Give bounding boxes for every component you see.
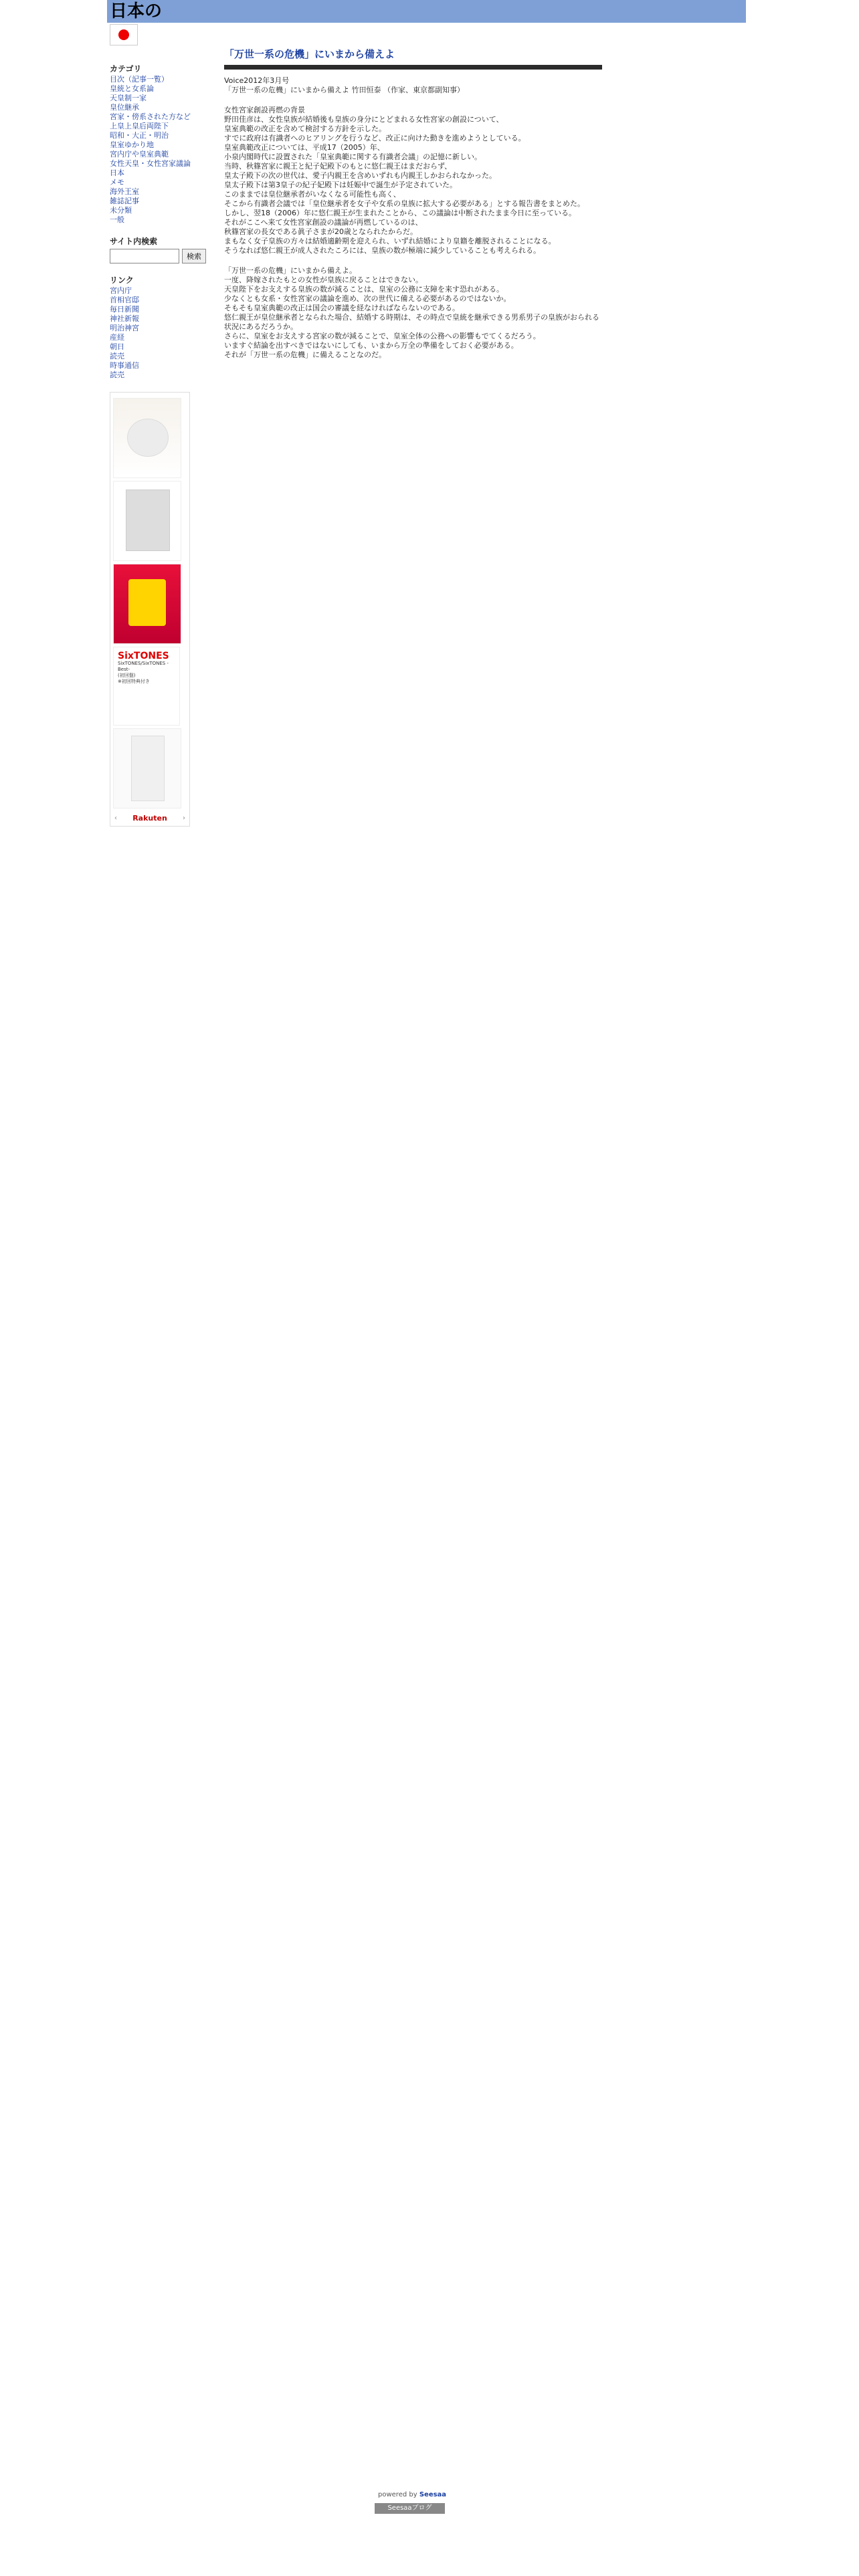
sidebar-link[interactable]: 毎日新聞: [110, 305, 139, 314]
sidebar-link[interactable]: 明治神宮: [110, 324, 139, 332]
ad-prev-icon[interactable]: ‹: [114, 815, 117, 822]
title-divider: [224, 65, 602, 70]
article-paragraph: 女性宮家創設再燃の背景 野田佳彦は、女性皇族が結婚後も皇族の身分にとどまれる女性宮家の創設について、 皇室典範の改正を含めて検討する方針を示した。 すでに政府は有識者へのヒアリングを行うなど、改正に向けた動きを進めようとしている。 皇室典範改正については、平成17（2005）年、 小泉内閣時代に設置された「皇室典範に関する有識者会議」の記憶に新しい。 当時、秋篠宮家に親王と紀子妃殿下のもとに悠仁親王はまだおらず、 皇太子殿下の次の世代は、愛子内親王を含めいずれも内親王しかおられなかった。 皇太子殿下は第3皇子の紀子妃殿下は妊娠中で誕生が予定されていた。 このままでは皇位継承者がいなくなる可能性も高く、 そこから有識者会議では「皇位継承者を女子や女系の皇族に拡大する必要がある」とする報告書をまとめた。 しかし、翌18（2006）年に悠仁親王が生まれたことから、この議論は中断されたまま今日に至っている。 それがここへ来て女性宮家創設の議論が再燃しているのは、 秋篠宮家の長女である眞子さまが20歳となられたからだ。 まもなく女子皇族の方々は結婚適齢期を迎えられ、いずれ結婚により皇籍を離脱されることになる。 そうなれば悠仁親王が成人されたころには、皇族の数が極端に減少していることも考えられる。: [224, 106, 585, 255]
sidebar-category-link[interactable]: 皇位継承: [110, 103, 139, 112]
categories-block: [110, 64, 227, 225]
sidebar-category-link[interactable]: 昭和・大正・明治: [110, 131, 169, 140]
sidebar-category-link[interactable]: 海外王室: [110, 187, 139, 196]
seesaa-blog-button[interactable]: Seesaaブログ: [375, 2503, 445, 2514]
article-paragraph: Voice2012年3月号 「万世一系の危機」にいまから備えよ 竹田恒泰 （作家、東京都副知事）: [224, 76, 464, 94]
powered-by: [378, 2491, 446, 2498]
sidebar-category-link[interactable]: 天皇制一家: [110, 94, 147, 102]
sidebar-category-link[interactable]: 宮家・傍系された方など: [110, 112, 191, 121]
sidebar-link[interactable]: 産経: [110, 333, 124, 342]
sidebar-link[interactable]: 時事通信: [110, 361, 139, 370]
search-button[interactable]: 検索: [182, 249, 206, 263]
sidebar: [110, 64, 227, 827]
ad-product-title: SixTONES: [118, 651, 169, 661]
sidebar-link[interactable]: 読売: [110, 352, 124, 360]
ad-next-icon[interactable]: ›: [183, 815, 185, 822]
sidebar-category-link[interactable]: 上皇上皇后両陛下: [110, 122, 169, 130]
categories-heading: カテゴリ: [110, 64, 142, 74]
ad-widget: [110, 392, 190, 827]
ad-product-desc: SixTONES/SixTONES -Best- (初回盤) ※初回特典付き: [118, 661, 169, 684]
search-input[interactable]: [110, 249, 179, 263]
sidebar-link[interactable]: 神社新報: [110, 314, 139, 323]
ad-product-image[interactable]: [113, 481, 181, 561]
sidebar-category-link[interactable]: 未分類: [110, 206, 132, 215]
powered-label: powered by: [378, 2491, 417, 2498]
sidebar-category-link[interactable]: 女性天皇・女性宮家議論: [110, 159, 191, 168]
search-heading: サイト内検索: [110, 237, 158, 246]
article-title[interactable]: 「万世一系の危機」にいまから備えよ: [224, 48, 395, 60]
ad-nav: [113, 811, 187, 823]
sidebar-link[interactable]: 宮内庁: [110, 286, 132, 295]
sidebar-category-link[interactable]: 雑誌記事: [110, 197, 139, 205]
seesaa-logo[interactable]: Seesaa: [419, 2491, 447, 2498]
page: [107, 0, 746, 2512]
ad-product-image[interactable]: [113, 728, 181, 809]
site-header: [107, 0, 746, 23]
search-block: [110, 237, 227, 263]
links-list: [110, 286, 227, 380]
ad-product-image[interactable]: [113, 564, 181, 644]
sidebar-category-link[interactable]: 一般: [110, 215, 124, 224]
ad-product-card[interactable]: [113, 647, 180, 726]
japan-flag-icon: [110, 24, 138, 45]
article-body: [224, 76, 602, 360]
links-heading: リンク: [110, 276, 134, 285]
sidebar-category-link[interactable]: 日本: [110, 169, 124, 177]
sidebar-link[interactable]: 首相官邸: [110, 296, 139, 304]
ad-brand-logo[interactable]: Rakuten: [132, 814, 167, 823]
site-title[interactable]: 日本の: [110, 1, 163, 21]
categories-list: [110, 75, 227, 225]
sidebar-category-link[interactable]: 目次（記事一覧）: [110, 75, 169, 84]
sidebar-link[interactable]: 読売: [110, 370, 124, 379]
links-block: [110, 276, 227, 380]
sidebar-category-link[interactable]: 宮内庁や皇室典範: [110, 150, 169, 158]
article-paragraph: 「万世一系の危機」にいまから備えよ。 一度、降嫁されたもとの女性が皇族に戻ることはできない。 天皇陛下をお支えする皇族の数が減ることは、皇室の公務に支障を来す恐れがある。 少なくとも女系・女性宮家の議論を進め、次の世代に備える必要があるのではないか。 そもそも皇室典範の改正は国会の審議を経なければならないのである。 悠仁親王が皇位継承者となられた場合、結婚する時期は、その時点で皇統を継承できる男系男子の皇族がおられる状況にあるだろうか。 さらに、皇室をお支えする宮家の数が減ることで、皇室全体の公務への影響もでてくるだろう。 いますぐ結論を出すべきではないにしても、いまから万全の準備をしておく必要がある。 それが「万世一系の危機」に備えることなのだ。: [224, 266, 599, 359]
sidebar-link[interactable]: 朝日: [110, 342, 124, 351]
ad-product-image[interactable]: [113, 398, 181, 478]
sidebar-category-link[interactable]: 皇室ゆかり地: [110, 140, 154, 149]
sidebar-category-link[interactable]: 皇統と女系論: [110, 84, 154, 93]
article: [224, 47, 602, 370]
sidebar-category-link[interactable]: メモ: [110, 178, 124, 187]
